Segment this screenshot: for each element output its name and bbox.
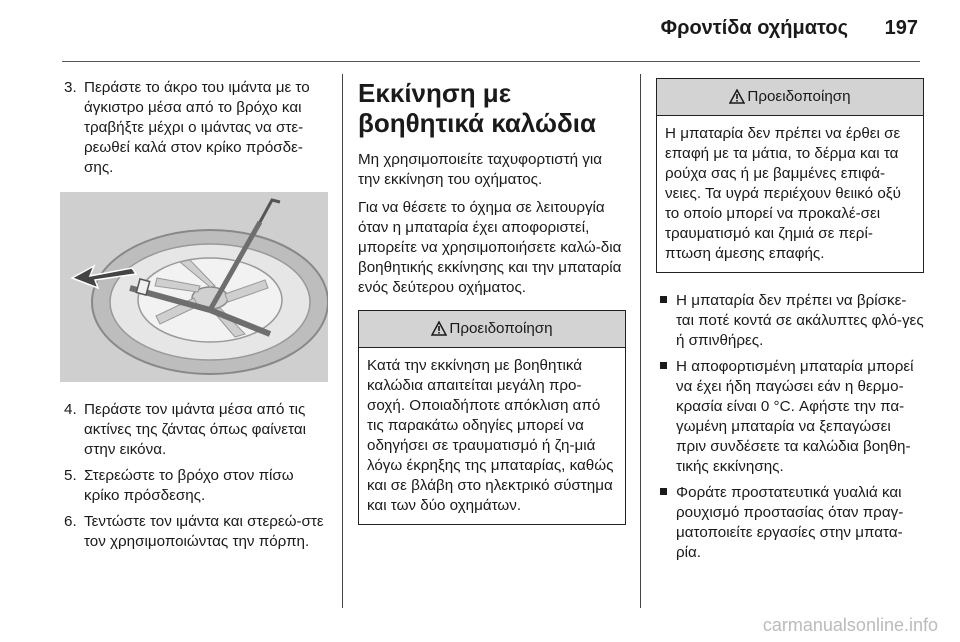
step-3 <box>60 78 328 178</box>
warning-title: Προειδοποίηση <box>747 88 851 105</box>
list-item-text: Η αποφορτισμένη μπαταρία μπορεί να έχει ήδη παγώσει εάν η θερμο-κρασία είναι 0 °C. Αφήστε την πα-γωμένη μπαταρία να ξεπαγώσει πριν συνδέσετε τα καλώδια βοηθη-τικής εκκίνησης. <box>676 358 914 475</box>
bullet-icon <box>660 488 667 495</box>
step-text: Περάστε το άκρο του ιμάντα με το άγκιστρο μέσα από το βρόχο και τραβήξτε μέχρι ο ιμάντας να στε-ρεωθεί καλά στον κρίκο πρόσδε-σης. <box>84 79 310 176</box>
bullet-icon <box>660 296 667 303</box>
spare-wheel-figure <box>60 192 328 382</box>
step-4 <box>60 400 328 460</box>
step-text: Τεντώστε τον ιμάντα και στερεώ-στε τον χρησιμοποιώντας την πόρπη. <box>84 513 324 550</box>
list-item-text: Η μπαταρία δεν πρέπει να βρίσκε-ται ποτέ κοντά σε ακάλυπτες φλό-γες ή σπινθήρες. <box>676 292 924 349</box>
chapter-title: Φροντίδα οχήματος <box>660 17 848 39</box>
warning-title: Προειδοποίηση <box>449 320 553 337</box>
column-divider-right <box>640 74 641 608</box>
paragraph: Για να θέσετε το όχημα σε λειτουργία όταν η μπαταρία έχει αποφοριστεί, μπορείτε να χρησιμοποιήσετε καλώ-δια βοηθητικής εκκίνησης και την μπαταρία ενός δεύτερου οχήματος. <box>358 199 622 296</box>
middle-column <box>358 78 626 525</box>
paragraph: Μη χρησιμοποιείτε ταχυφορτιστή για την εκκίνηση του οχήματος. <box>358 151 603 188</box>
step-number: 5. <box>64 467 77 484</box>
warning-box <box>358 310 626 525</box>
warning-triangle-icon <box>729 89 745 104</box>
warning-triangle-icon <box>431 321 447 336</box>
step-number: 3. <box>64 79 77 96</box>
page-header <box>0 0 960 64</box>
warning-header <box>359 311 625 348</box>
right-column <box>656 78 924 569</box>
warning-box <box>656 78 924 273</box>
list-item <box>656 357 924 477</box>
watermark: carmanualsonline.info <box>762 615 938 635</box>
list-item-text: Φοράτε προστατευτικά γυαλιά και ρουχισμό προστασίας όταν πραγ-ματοποιείτε εργασίες στην μπατα-ρία. <box>676 484 904 561</box>
warning-text: Κατά την εκκίνηση με βοηθητικά καλώδια απαιτείται μεγάλη προ-σοχή. Οποιαδήποτε απόκλιση από τις παρακάτω οδηγίες μπορεί να οδηγήσει σε τραυματισμό ή ζη-μιά λόγω έκρηξης της μπαταρίας, καθώς και σε βλάβη στο ηλεκτρικό σύστημα και των δύο οχημάτων. <box>367 357 614 514</box>
bullet-icon <box>660 362 667 369</box>
step-text: Περάστε τον ιμάντα μέσα από τις ακτίνες της ζάντας όπως φαίνεται στην εικόνα. <box>84 401 306 458</box>
list-item <box>656 291 924 351</box>
left-column <box>60 78 328 558</box>
warning-header <box>657 79 923 116</box>
step-6 <box>60 512 328 552</box>
page-number: 197 <box>884 17 918 39</box>
section-title: Εκκίνηση με βοηθητικά καλώδια <box>358 78 596 138</box>
step-number: 4. <box>64 401 77 418</box>
step-5 <box>60 466 328 506</box>
warning-text: Η μπαταρία δεν πρέπει να έρθει σε επαφή με τα μάτια, το δέρμα και τα ρούχα σας ή με βαμμένες επιφά-νειες. Τα υγρά περιέχουν θειικό οξύ το οποίο μπορεί να προκαλέ-σει τραυματισμό και ζημιά σε περί-πτωση άμεσης επαφής. <box>665 125 901 262</box>
step-text: Στερεώστε το βρόχο στον πίσω κρίκο πρόσδεσης. <box>84 467 294 504</box>
column-divider-left <box>342 74 343 608</box>
step-number: 6. <box>64 513 77 530</box>
spare-wheel-strap-illustration <box>60 192 328 382</box>
header-divider <box>62 61 920 62</box>
list-item <box>656 483 924 563</box>
